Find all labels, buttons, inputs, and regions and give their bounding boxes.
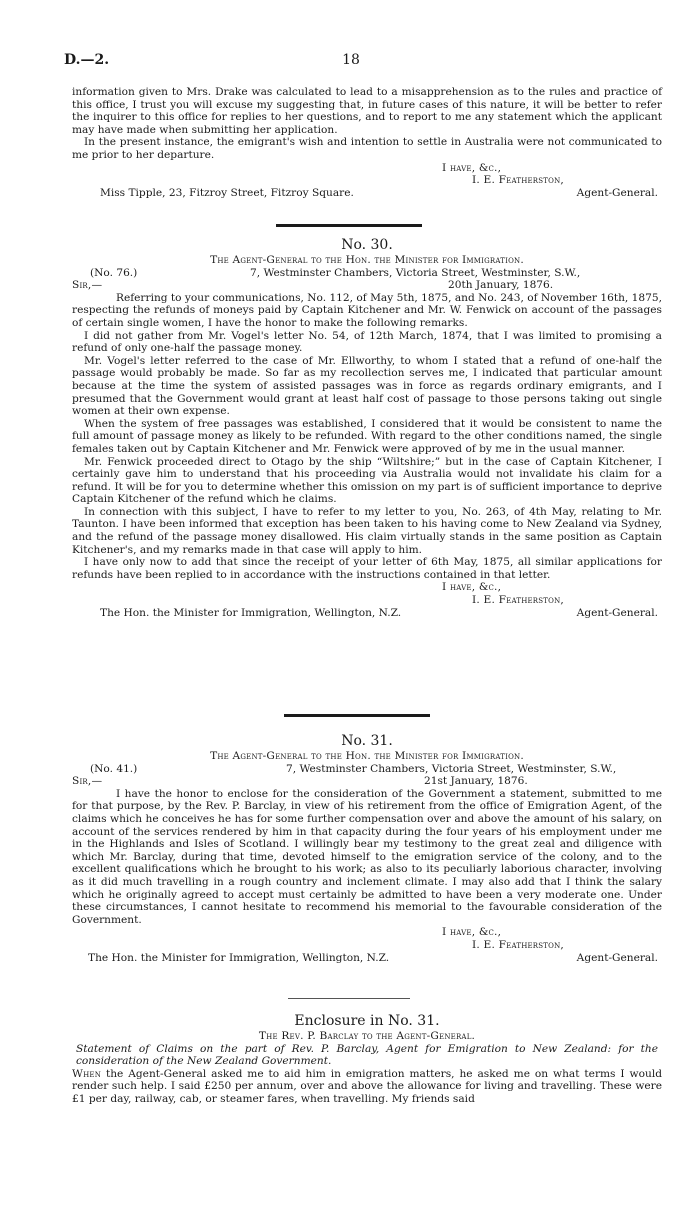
letter-30-route: The Agent-General to the Hon. the Minister for Immigration. — [210, 254, 524, 266]
page-header — [64, 54, 638, 72]
intro-paragraph-2: In the present instance, the emigrant's wish and intention to settle in Australia were not communicated to me prior to her departure. — [72, 136, 662, 161]
letter-31-ref: (No. 41.) — [90, 762, 138, 775]
letter-30-salutation: Sir,— — [72, 279, 103, 292]
enclosure-lead-word: When — [72, 1067, 102, 1080]
letter-30-signer: I. E. Featherston, — [472, 594, 564, 607]
letter-30-paragraph-4: When the system of free passages was established, I considered that it would be consistent to name the full amount of passage money as likely to be refunded. With regard to the other conditions named, the single females taken out by Captain Kitchener and Mr. Fenwick were approved of by me in the usual manner. — [72, 417, 662, 455]
enclosure-divider — [288, 998, 410, 999]
intro-closing: I have, &c., — [442, 161, 502, 174]
letter-30-addressee: The Hon. the Minister for Immigration, Wellington, N.Z. — [100, 606, 402, 619]
enclosure-section — [72, 1012, 662, 1106]
letter-30-paragraph-3: Mr. Vogel's letter referred to the case of Mr. Ellworthy, to whom I stated that a refund of one-half the passage would probably be made. So far as my recollection serves me, I indicated that particular amount because at the time the system of assisted passages was in force as regards ordinary emigrants, and I presumed that the Government would grant at least half cost of passage to those persons taking out single women at their own expense. — [72, 354, 662, 418]
letter-30-number: No. 30. — [341, 237, 393, 253]
document-code: D.—2. — [64, 52, 110, 68]
letter-31-address: 7, Westminster Chambers, Victoria Street, Westminster, S.W., — [286, 762, 617, 775]
intro-section — [72, 86, 662, 199]
intro-paragraph-1: information given to Mrs. Drake was calculated to lead to a misapprehension as to the rules and practice of this office, I trust you will excuse my suggesting that, in future cases of this nature, it will be better to refer the inquirer to this office for replies to her questions, and to report to me any statement which the applicant may have made when submitting her application. — [72, 86, 662, 136]
letter-30 — [72, 236, 662, 619]
letter-30-paragraph-5: Mr. Fenwick proceeded direct to Otago by the ship “Wiltshire;” but in the case of Captain Kitchener, I certainly gave him to understand that his proceeding via Australia would not invalidate his claim for a refund. It will be for you to determine whether this omission on my part is of sufficient importance to deprive Captain Kitchener of the refund which he claims. — [72, 455, 662, 506]
letter-31-paragraph-1: I have the honor to enclose for the consideration of the Government a statement, submitted to me for that purpose, by the Rev. P. Barclay, in view of his retirement from the office of Emigration Agent, of the claims which he conceives he has for some further compensation over and above the amount of his salary, on account of the services rendered by him in that capacity during the four years of his employment under me in the Highlands and Isles of Scotland. I willingly bear my testimony to the great zeal and diligence with which Mr. Barclay, during that time, devoted himself to the emigration service of the colony, and to the excellent qualifications which he brought to his work; as also to its peculiarly laborious character, involving as it did much travelling in a rough country and inclement climate. I may also add that I think the salary which he originally agreed to accept must certainly be admitted to have been a very moderate one. Under these circumstances, I cannot hesitate to recommend his memorial to the favourable consideration of the Government. — [72, 787, 662, 926]
letter-30-paragraph-1: Referring to your communications, No. 112, of May 5th, 1875, and No. 243, of November 16th, 1875, respecting the refunds of moneys paid by Captain Kitchener and Mr. W. Fenwick on account of the passages of certain single women, I have the honor to make the following remarks. — [72, 291, 662, 329]
enclosure-paragraph-text: the Agent-General asked me to aid him in emigration matters, he asked me on what terms I would render such help. I said £250 per annum, over and above the allowance for living and travelling. These were £1 per day, railway, cab, or steamer fares, when travelling. My friends said — [72, 1067, 662, 1105]
letter-31 — [72, 732, 662, 964]
letter-30-paragraph-6: In connection with this subject, I have to refer to my letter to you, No. 263, of 4th May, relating to Mr. Taunton. I have been informed that exception has been taken to his having come to New Zealand via Sydney, and the refund of the passage money disallowed. His claim virtually stands in the same position as Captain Kitchener's, and my remarks made in that case will apply to him. — [72, 505, 662, 556]
enclosure-statement-text: Statement of Claims on the part of Rev. P. Barclay, Agent for Emigration to New Zealand: for the consideration of the New Zealand Government. — [76, 1042, 658, 1068]
letter-31-title: Agent-General. — [576, 951, 658, 964]
letter-30-closing: I have, &c., — [442, 581, 502, 594]
enclosure-route: The Rev. P. Barclay to the Agent-General. — [258, 1030, 476, 1042]
enclosure-paragraph-1 — [72, 1068, 662, 1106]
intro-signer: I. E. Featherston, — [472, 174, 564, 187]
page-number: 18 — [342, 52, 360, 68]
letter-30-paragraph-7: I have only now to add that since the receipt of your letter of 6th May, 1875, all similar applications for refunds have been replied to in accordance with the instructions contained in that letter. — [72, 556, 662, 581]
letter-30-address: 7, Westminster Chambers, Victoria Street, Westminster, S.W., — [250, 266, 581, 279]
letter-31-salutation: Sir,— — [72, 775, 103, 788]
letter-31-route: The Agent-General to the Hon. the Minister for Immigration. — [210, 750, 524, 762]
letter-30-date: 20th January, 1876. — [448, 279, 554, 292]
letter-31-closing: I have, &c., — [442, 926, 502, 939]
enclosure-heading: Enclosure in No. 31. — [294, 1013, 440, 1029]
letter-30-title: Agent-General. — [576, 606, 658, 619]
letter-30-paragraph-2: I did not gather from Mr. Vogel's letter No. 54, of 12th March, 1874, that I was limited to promising a refund of only one-half the passage money. — [72, 329, 662, 355]
intro-title: Agent-General. — [576, 186, 658, 199]
section-divider — [276, 224, 422, 227]
letter-30-ref: (No. 76.) — [90, 266, 138, 279]
letter-31-date: 21st January, 1876. — [424, 775, 528, 788]
letter-31-number: No. 31. — [341, 733, 393, 749]
section-divider — [284, 714, 430, 717]
letter-31-signer: I. E. Featherston, — [472, 938, 564, 951]
intro-addressee: Miss Tipple, 23, Fitzroy Street, Fitzroy Square. — [100, 186, 354, 199]
enclosure-statement-title — [72, 1043, 662, 1068]
letter-31-addressee: The Hon. the Minister for Immigration, Wellington, N.Z. — [88, 951, 390, 964]
